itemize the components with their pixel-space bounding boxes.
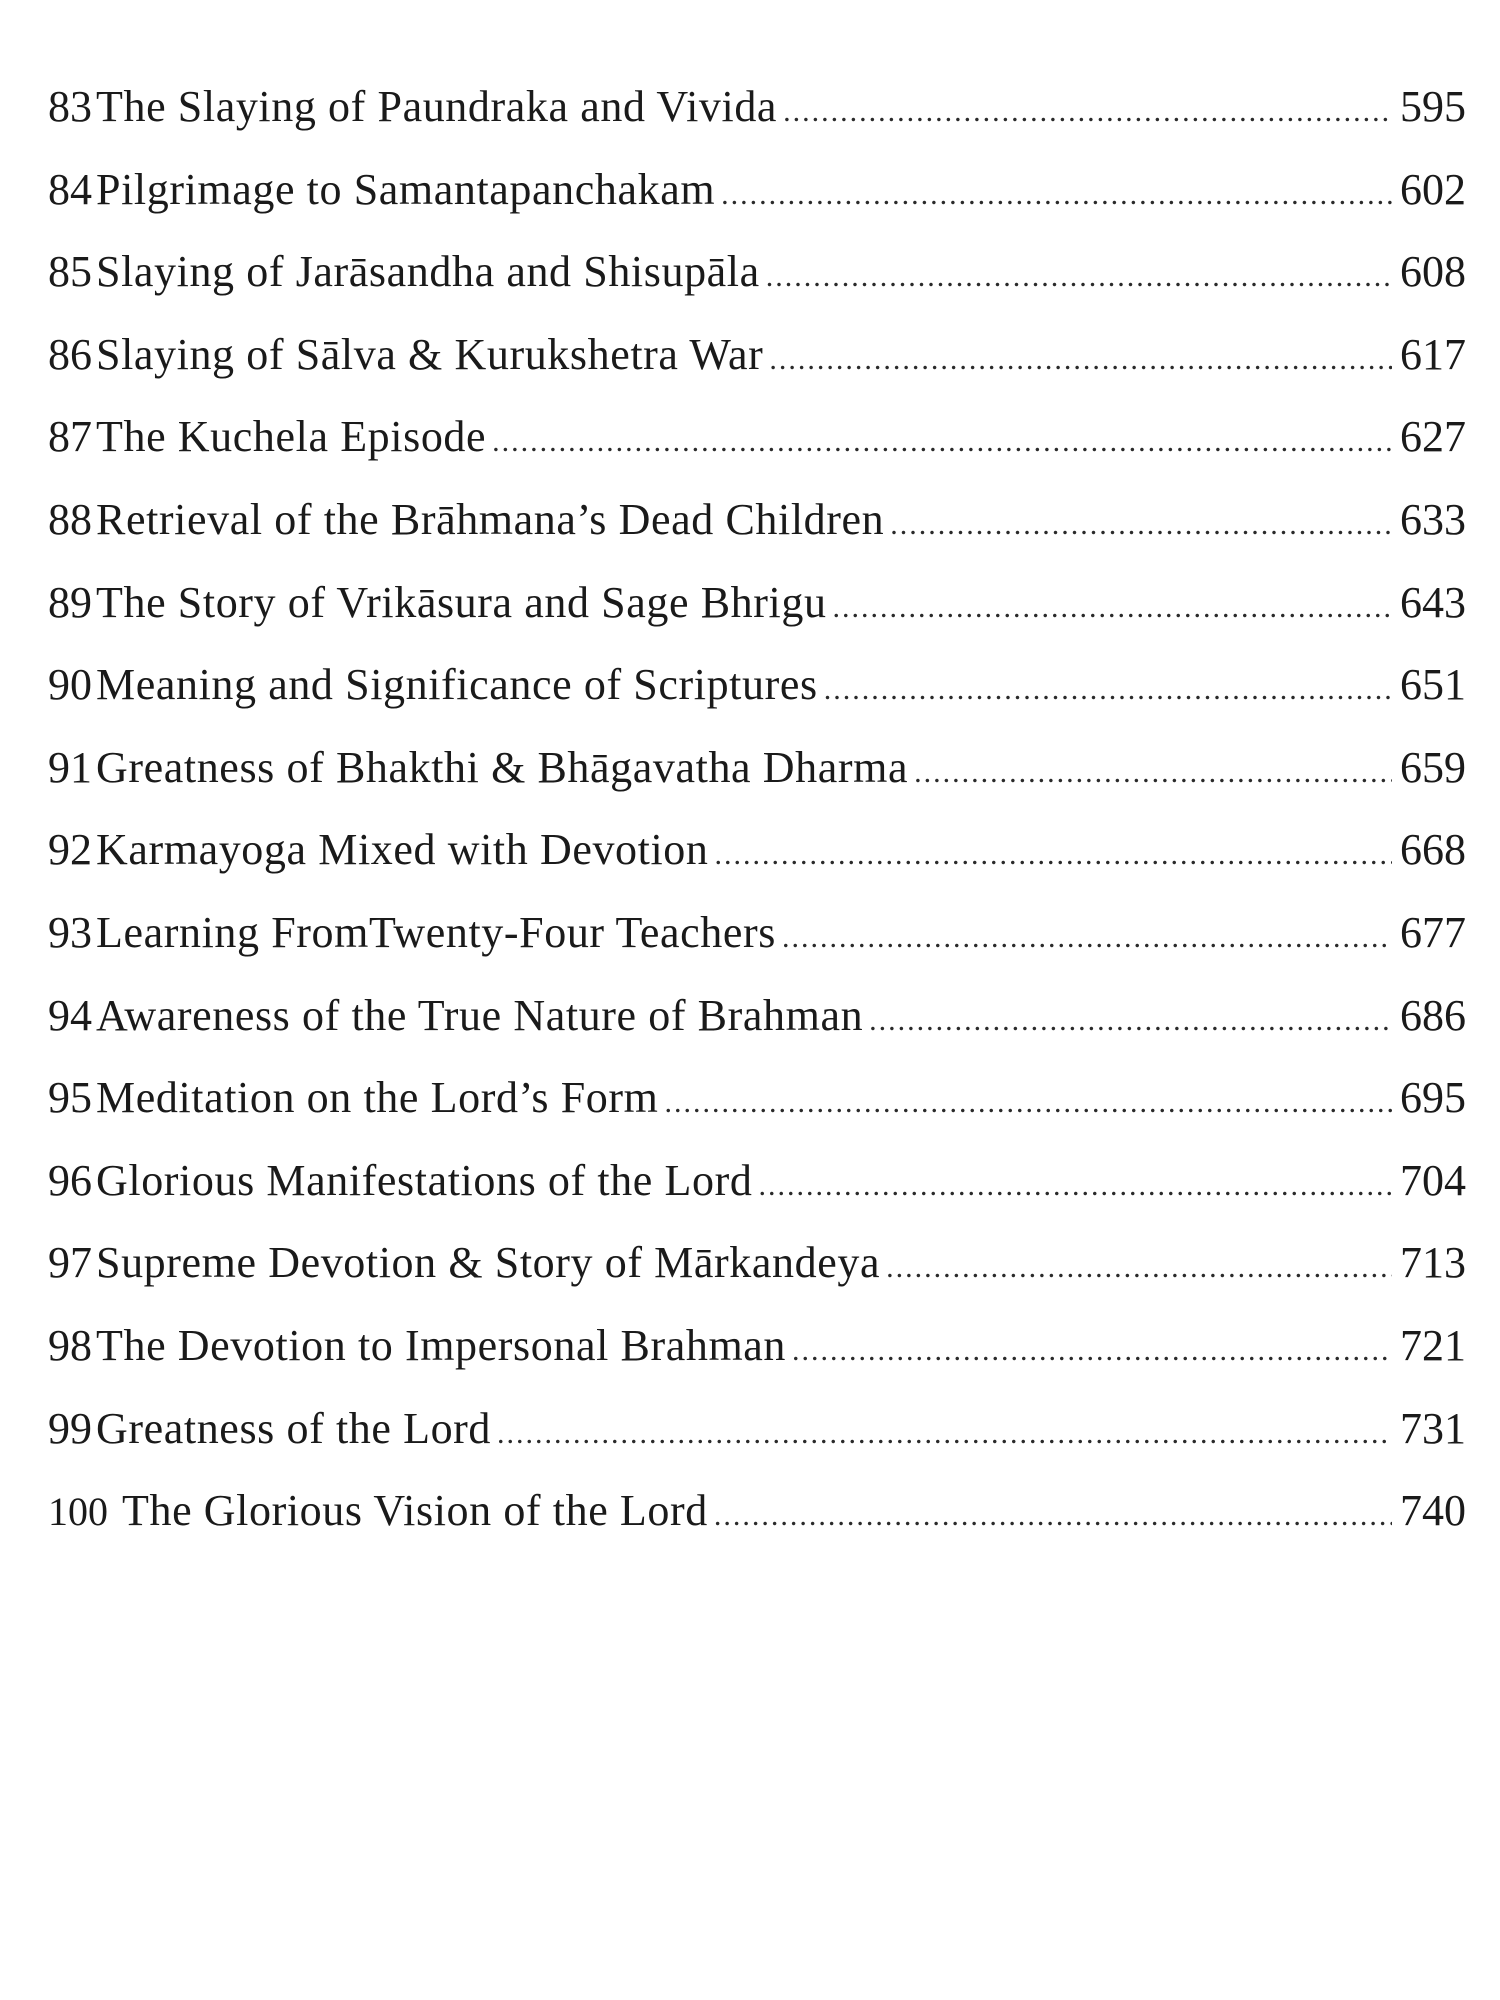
dot-leader [890, 484, 1392, 567]
chapter-title: Meaning and Significance of Scriptures [96, 660, 818, 710]
toc-entry [48, 1222, 1466, 1305]
page-number: 731 [1400, 1403, 1466, 1453]
dot-leader [914, 732, 1392, 815]
chapter-number: 100 [48, 1489, 108, 1535]
dot-leader [769, 319, 1392, 402]
toc-entry [48, 314, 1466, 397]
chapter-number: 89 [48, 577, 92, 627]
page-number: 713 [1400, 1238, 1466, 1288]
dot-leader [783, 71, 1392, 154]
chapter-number: 86 [48, 329, 92, 379]
toc-entry [48, 1470, 1466, 1553]
dot-leader [782, 897, 1392, 980]
dot-leader [714, 1475, 1392, 1558]
toc-entry [48, 479, 1466, 562]
dot-leader [886, 1227, 1392, 1310]
chapter-number: 96 [48, 1155, 92, 1205]
chapter-number: 88 [48, 494, 92, 544]
toc-entry [48, 1057, 1466, 1140]
chapter-number: 87 [48, 412, 92, 462]
toc-entry [48, 396, 1466, 479]
chapter-title: The Story of Vrikāsura and Sage Bhrigu [96, 577, 827, 627]
chapter-number: 97 [48, 1238, 92, 1288]
toc-entry [48, 66, 1466, 149]
chapter-title: Karmayoga Mixed with Devotion [96, 825, 709, 875]
chapter-number: 83 [48, 82, 92, 131]
chapter-title: Greatness of the Lord [96, 1403, 492, 1453]
toc-entry [48, 149, 1466, 232]
page-number: 659 [1400, 742, 1466, 792]
toc-entry [48, 975, 1466, 1058]
chapter-title: Retrieval of the Brāhmana’s Dead Children [96, 494, 885, 544]
toc-entry [48, 644, 1466, 727]
dot-leader [766, 236, 1392, 319]
dot-leader [492, 401, 1392, 484]
page-number: 633 [1400, 494, 1466, 544]
page-number: 602 [1400, 164, 1466, 214]
page-number: 617 [1400, 329, 1466, 379]
dot-leader [833, 567, 1392, 650]
chapter-title: The Devotion to Impersonal Brahman [96, 1320, 787, 1370]
dot-leader [497, 1393, 1392, 1476]
toc-entry [48, 1388, 1466, 1471]
chapter-title: Glorious Manifestations of the Lord [96, 1155, 753, 1205]
page-number: 595 [1400, 82, 1466, 131]
page-number: 695 [1400, 1073, 1466, 1123]
chapter-title: Greatness of Bhakthi & Bhāgavatha Dharma [96, 742, 909, 792]
page-number: 643 [1400, 577, 1466, 627]
table-of-contents [48, 66, 1466, 1553]
page-number: 721 [1400, 1320, 1466, 1370]
toc-entry [48, 809, 1466, 892]
toc-entry [48, 562, 1466, 645]
page-number: 740 [1400, 1486, 1466, 1536]
chapter-title: Slaying of Jarāsandha and Shisupāla [96, 247, 760, 297]
dot-leader [664, 1062, 1392, 1145]
chapter-number: 95 [48, 1073, 92, 1123]
chapter-number: 94 [48, 990, 92, 1040]
chapter-number: 84 [48, 164, 92, 214]
chapter-title: The Kuchela Episode [96, 412, 487, 462]
toc-entry [48, 1305, 1466, 1388]
dot-leader [758, 1145, 1392, 1228]
toc-entry [48, 1140, 1466, 1223]
chapter-number: 91 [48, 742, 92, 792]
dot-leader [721, 154, 1392, 237]
chapter-title: Supreme Devotion & Story of Mārkandeya [96, 1238, 881, 1288]
chapter-number: 92 [48, 825, 92, 875]
page-number: 668 [1400, 825, 1466, 875]
chapter-title: The Slaying of Paundraka and Vivida [96, 82, 778, 131]
chapter-title: Slaying of Sālva & Kurukshetra War [96, 329, 764, 379]
dot-leader [824, 649, 1392, 732]
dot-leader [869, 980, 1392, 1063]
toc-entry [48, 727, 1466, 810]
chapter-title: Awareness of the True Nature of Brahman [96, 990, 864, 1040]
page-number: 651 [1400, 660, 1466, 710]
page-number: 704 [1400, 1155, 1466, 1205]
chapter-title: Learning FromTwenty-Four Teachers [96, 907, 776, 957]
chapter-number: 98 [48, 1320, 92, 1370]
page-number: 627 [1400, 412, 1466, 462]
dot-leader [715, 814, 1393, 897]
chapter-title: The Glorious Vision of the Lord [122, 1486, 708, 1536]
chapter-title: Pilgrimage to Samantapanchakam [96, 164, 716, 214]
page-number: 686 [1400, 990, 1466, 1040]
page-number: 608 [1400, 247, 1466, 297]
page-number: 677 [1400, 907, 1466, 957]
toc-entry [48, 231, 1466, 314]
chapter-number: 90 [48, 660, 92, 710]
dot-leader [792, 1310, 1392, 1393]
chapter-number: 99 [48, 1403, 92, 1453]
toc-entry [48, 892, 1466, 975]
chapter-number: 85 [48, 247, 92, 297]
chapter-title: Meditation on the Lord’s Form [96, 1073, 659, 1123]
chapter-number: 93 [48, 907, 92, 957]
